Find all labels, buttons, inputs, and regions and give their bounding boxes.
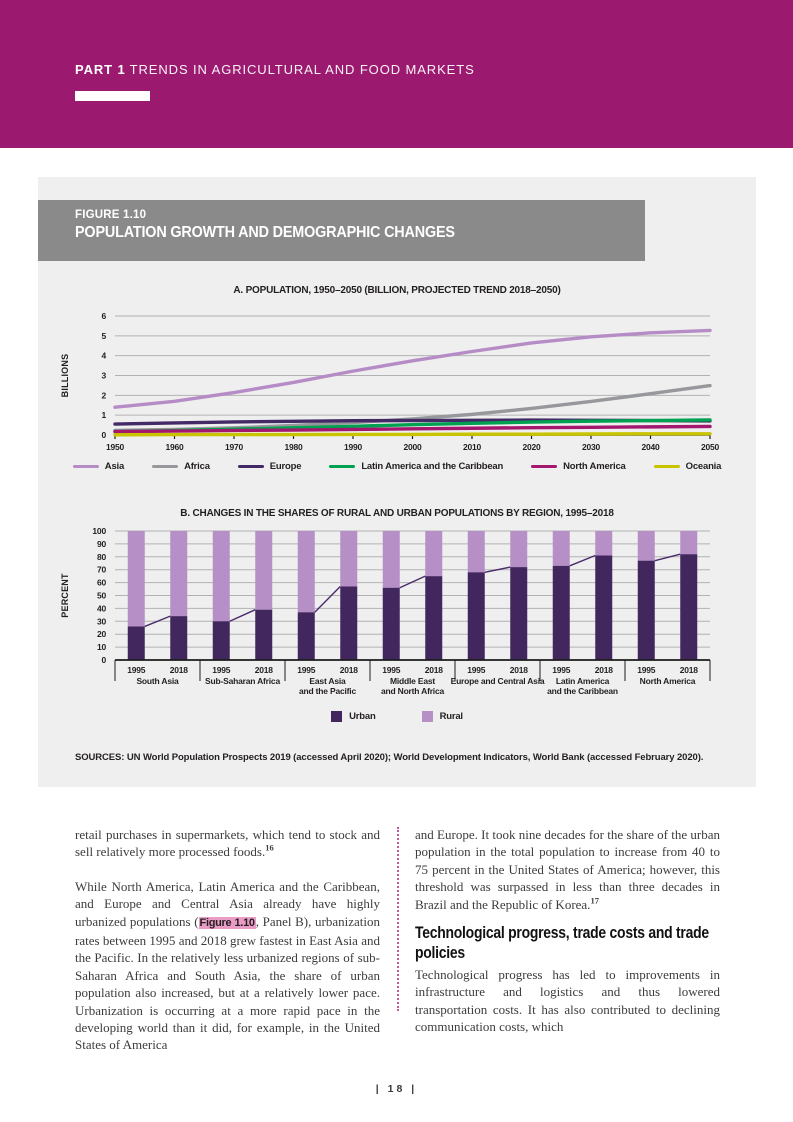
legend-label: Asia — [104, 461, 125, 472]
urban-bar-europe-and-central-asia-2018 — [510, 567, 527, 660]
legend-swatch-rural — [422, 711, 433, 722]
rural-bar-middle-east-and-north-africa-2018 — [425, 531, 442, 576]
legend-swatch-oceania — [654, 465, 680, 469]
urban-trend-line — [230, 610, 256, 622]
urban-bar-east-asia-and-the-pacific-1995 — [298, 612, 315, 660]
y-tick-label: 50 — [96, 590, 106, 601]
y-tick-label: 90 — [96, 538, 106, 549]
column-divider — [397, 827, 399, 1011]
x-tick-label: 2000 — [403, 442, 422, 452]
rural-bar-europe-and-central-asia-2018 — [510, 531, 527, 567]
x-tick-label: 1970 — [224, 442, 244, 452]
urban-bar-east-asia-and-the-pacific-2018 — [340, 586, 357, 660]
footnote-ref[interactable]: 17 — [590, 895, 599, 906]
urban-bar-sub-saharan-africa-2018 — [255, 610, 272, 660]
rural-bar-latin-america-and-the-caribbean-2018 — [595, 531, 612, 556]
figure-title: POPULATION GROWTH AND DEMOGRAPHIC CHANGES — [75, 224, 455, 241]
year-label: 1995 — [212, 665, 231, 675]
legend-item-asia — [73, 461, 124, 472]
legend-swatch-latin-america-and-the-caribbean — [329, 465, 355, 469]
urban-bar-north-america-2018 — [680, 554, 697, 660]
legend-label: Africa — [184, 461, 210, 472]
region-label: and the Caribbean — [547, 686, 618, 696]
y-tick-label: 1 — [101, 410, 106, 421]
legend-item-europe — [238, 461, 302, 472]
region-label: Middle East — [389, 676, 436, 686]
year-label: 1995 — [127, 665, 146, 675]
x-tick-label: 1950 — [105, 442, 125, 452]
legend-swatch-asia — [73, 465, 99, 469]
year-label: 1995 — [637, 665, 656, 675]
urban-bar-latin-america-and-the-caribbean-1995 — [553, 566, 570, 660]
urban-bar-south-asia-2018 — [170, 616, 187, 660]
rural-bar-sub-saharan-africa-2018 — [255, 531, 272, 610]
legend-label: North America — [563, 461, 626, 472]
region-label: East Asia — [309, 676, 346, 686]
page-footer — [0, 1083, 793, 1095]
year-label: 2018 — [594, 665, 613, 675]
year-label: 1995 — [552, 665, 571, 675]
chart-b-title: B. CHANGES IN THE SHARES OF RURAL AND URBAN POPULATIONS BY REGION, 1995–2018 — [180, 508, 614, 519]
x-tick-label: 2040 — [641, 442, 660, 452]
x-tick-label: 2010 — [462, 442, 482, 452]
urban-bar-south-asia-1995 — [128, 626, 145, 660]
legend-item-oceania — [654, 461, 722, 472]
legend-item-urban — [331, 711, 375, 722]
year-label: 2018 — [169, 665, 188, 675]
rural-bar-latin-america-and-the-caribbean-1995 — [553, 531, 570, 566]
y-tick-label: 5 — [101, 330, 106, 341]
part-title: TRENDS IN AGRICULTURAL AND FOOD MARKETS — [129, 62, 475, 77]
rural-bar-sub-saharan-africa-1995 — [213, 531, 230, 621]
chart-a-legend — [38, 461, 756, 472]
rural-bar-north-america-1995 — [638, 531, 655, 561]
region-label: Europe and Central Asia — [450, 676, 545, 686]
year-label: 1995 — [297, 665, 316, 675]
rural-bar-south-asia-1995 — [128, 531, 145, 626]
region-label: South Asia — [136, 676, 179, 686]
region-label: North America — [639, 676, 696, 686]
section-heading: Technological progress, trade costs and trade policies — [415, 923, 709, 963]
legend-item-rural — [422, 711, 463, 722]
part-header-band — [0, 0, 793, 148]
y-tick-label: 2 — [101, 390, 106, 401]
rural-bar-east-asia-and-the-pacific-2018 — [340, 531, 357, 586]
y-tick-label: 70 — [96, 564, 106, 575]
y-tick-label: 3 — [101, 370, 106, 381]
legend-label: Rural — [439, 711, 463, 722]
rural-bar-east-asia-and-the-pacific-1995 — [298, 531, 315, 612]
paragraph — [415, 826, 720, 913]
x-tick-label: 2030 — [581, 442, 601, 452]
rural-bar-middle-east-and-north-africa-1995 — [383, 531, 400, 588]
footnote-ref[interactable]: 16 — [265, 843, 274, 854]
y-tick-label: 0 — [101, 655, 106, 665]
part-header — [75, 62, 475, 77]
year-label: 1995 — [467, 665, 486, 675]
urban-trend-line — [655, 554, 681, 560]
y-tick-label: 10 — [96, 642, 106, 653]
y-tick-label: 20 — [96, 629, 106, 640]
rural-bar-europe-and-central-asia-1995 — [468, 531, 485, 572]
urban-bar-sub-saharan-africa-1995 — [213, 621, 230, 660]
urban-bar-middle-east-and-north-africa-1995 — [383, 588, 400, 660]
region-label: Sub-Saharan Africa — [205, 676, 280, 686]
legend-item-north-america — [531, 461, 626, 472]
header-tab-marker — [75, 91, 150, 101]
legend-item-latin-america-and-the-caribbean — [329, 461, 503, 472]
y-tick-label: 30 — [96, 616, 106, 627]
paragraph-text: and Europe. It took nine decades for the share of the urban population in the total population to increase from 40 to 75 percent in the United States of America; however, this threshold was surpassed in less than three decades in Brazil and the Republic of Korea. — [415, 827, 720, 912]
x-tick-label: 1990 — [343, 442, 363, 452]
figure-ref-link[interactable]: Figure 1.10 — [199, 916, 255, 929]
year-label: 2018 — [509, 665, 528, 675]
figure-header — [38, 200, 645, 261]
y-axis-title: BILLIONS — [60, 353, 70, 398]
page-number: | 18 | — [375, 1083, 418, 1095]
paragraph-text: While North America, Latin America and the Caribbean, and Europe and Central Asia already have highly urbanized populations ( — [75, 878, 380, 929]
legend-label: Oceania — [685, 461, 722, 472]
urban-bar-europe-and-central-asia-1995 — [468, 572, 485, 660]
urban-bar-latin-america-and-the-caribbean-2018 — [595, 556, 612, 660]
y-axis-title: PERCENT — [60, 573, 70, 618]
y-tick-label: 80 — [96, 551, 106, 562]
chart-b-legend — [38, 711, 756, 722]
figure-label: FIGURE 1.10 — [75, 209, 147, 221]
legend-item-africa — [152, 461, 210, 472]
legend-label: Latin America and the Caribbean — [361, 461, 504, 472]
legend-swatch-urban — [331, 711, 342, 722]
legend-swatch-europe — [238, 465, 264, 469]
region-label: and North Africa — [380, 686, 445, 696]
year-label: 1995 — [382, 665, 401, 675]
paragraph-text: , Panel B), urbanization rates between 1995 and 2018 grew fastest in East Asia and the Pacific. In the relatively less urbanized regions of sub-Saharan Africa and South Asia, the share of urban population also increased, but at a relatively lower pace. Urbanization is occurring at a more rapid pace in the developing world than it did, for example, in the United States of America — [75, 913, 380, 1053]
chart-b — [38, 521, 756, 706]
urban-bar-middle-east-and-north-africa-2018 — [425, 576, 442, 660]
figure-box — [38, 177, 756, 787]
y-tick-label: 100 — [92, 526, 106, 536]
region-label: and the Pacific — [299, 686, 356, 696]
figure-sources: SOURCES: UN World Population Prospects 2019 (accessed April 2020); World Development Indicators, World Bank (accessed February 2020). — [75, 752, 704, 763]
paragraph — [75, 878, 380, 1054]
x-tick-label: 1960 — [165, 442, 184, 452]
chart-a — [38, 297, 756, 465]
legend-label: Urban — [349, 711, 376, 722]
paragraph — [75, 826, 380, 861]
legend-label: Europe — [269, 461, 302, 472]
year-label: 2018 — [424, 665, 443, 675]
urban-bar-north-america-1995 — [638, 561, 655, 660]
y-tick-label: 0 — [101, 430, 106, 440]
year-label: 2018 — [679, 665, 698, 675]
rural-bar-north-america-2018 — [680, 531, 697, 554]
urban-trend-line — [400, 576, 426, 588]
part-label: PART 1 — [75, 62, 126, 77]
region-label: Latin America — [555, 676, 610, 686]
y-tick-label: 60 — [96, 577, 106, 588]
legend-swatch-africa — [152, 465, 178, 469]
y-tick-label: 4 — [101, 350, 106, 361]
legend-swatch-north-america — [531, 465, 557, 469]
x-tick-label: 2050 — [700, 442, 720, 452]
x-tick-label: 2020 — [522, 442, 541, 452]
y-tick-label: 40 — [96, 603, 106, 614]
chart-a-title: A. POPULATION, 1950–2050 (BILLION, PROJECTED TREND 2018–2050) — [233, 285, 561, 296]
year-label: 2018 — [339, 665, 358, 675]
paragraph-text: Technological progress has led to improvements in infrastructure and logistics and thus lowered transportation costs. It has also contributed to declining communication costs, which — [415, 967, 720, 1035]
line-oceania — [115, 434, 710, 435]
paragraph-text: retail purchases in supermarkets, which tend to stock and sell relatively more processed foods. — [75, 827, 380, 860]
y-tick-label: 6 — [101, 311, 106, 321]
rural-bar-south-asia-2018 — [170, 531, 187, 616]
body-right-column — [415, 826, 720, 1036]
year-label: 2018 — [254, 665, 273, 675]
body-left-column — [75, 826, 380, 1054]
paragraph — [415, 966, 720, 1036]
x-tick-label: 1980 — [284, 442, 303, 452]
